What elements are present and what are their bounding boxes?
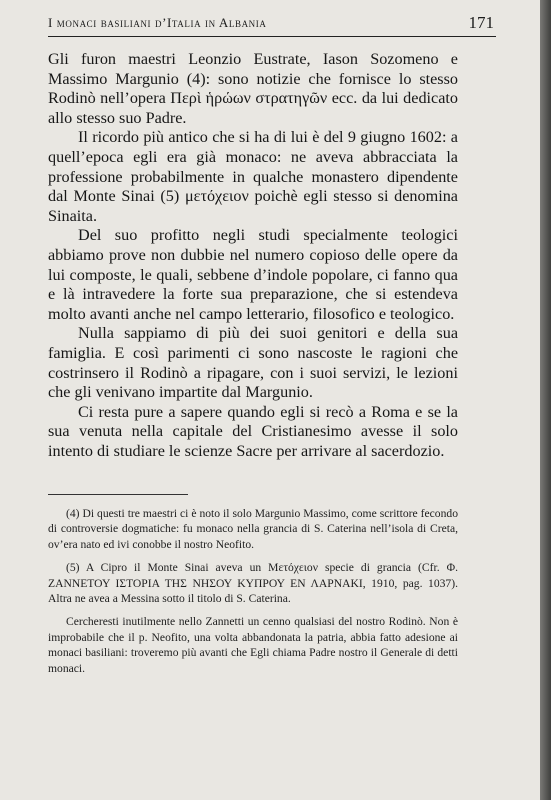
- page-header: [48, 12, 496, 37]
- footnote: (4) Di questi tre maestri ci è noto il solo Margunio Massimo, come scrittore fecondo di controversie dogmatiche: fu monaco nella grancia di S. Caterina nell’isola di Creta, ov’era nato ed ivi conobbe il nostro Neofito.: [48, 507, 458, 551]
- footnote-separator: [48, 494, 188, 495]
- main-text: [48, 50, 458, 461]
- paragraph: Del suo profitto negli studi specialmente teologici abbiamo prove non dubbie nel numero copioso delle opere da lui composte, le quali, sebbene d’indole popolare, ci fanno qua e là intravedere la forte sua preparazione, che si estendeva molto avanti anche nel campo letterario, filosofico e teologico.: [48, 226, 458, 323]
- page-edge-shadow: [540, 0, 551, 800]
- paragraph: Ci resta pure a sapere quando egli si recò a Roma e se la sua venuta nella capitale del Cristianesimo avesse il solo intento di studiare le scienze Sacre per arrivare al sacerdozio.: [48, 402, 458, 460]
- footnote: Cercheresti inutilmente nello Zannetti un cenno qualsiasi del nostro Rodinò. Non è improbabile che il p. Neofito, una volta abbandonata la patria, abbia fatto adesione ai monaci basiliani: troveremo più avanti che Egli chiama Padre nostro il Generale di detti monaci.: [48, 615, 458, 675]
- paragraph: Gli furon maestri Leonzio Eustrate, Iason Sozomeno e Massimo Margunio (4): sono notizie che fornisce lo stesso Rodinò nell’opera Περὶ ἡρώων στρατηγῶν ecc. da lui dedicato allo stesso suo Padre.: [48, 50, 458, 127]
- running-title: I monaci basiliani d’Italia in Albania: [48, 15, 267, 30]
- paragraph: Il ricordo più antico che si ha di lui è del 9 giugno 1602: a quell’epoca egli era già monaco: ne aveva abbracciata la professione probabilmente in qualche monastero dipendente dal Monte Sinai (5) μετόχειον poichè egli stesso si denomina Sinaita.: [48, 128, 458, 225]
- page-number: 171: [468, 13, 494, 32]
- footnotes: [48, 506, 458, 684]
- paragraph: Nulla sappiamo di più dei suoi genitori e della sua famiglia. E così parimenti ci sono nascoste le ragioni che costrinsero il Rodinò a ripagare, con i suoi servizi, le lezioni che gli venivano impartite dal Margunio.: [48, 324, 458, 402]
- footnote: (5) A Cipro il Monte Sinai aveva un Μετόχειον specie di grancia (Cfr. Φ. ΖΑΝΝΕΤΟΥ ΙΣΤΟΡΙΑ ΤΗΣ ΝΗΣΟΥ ΚΥΠΡΟΥ ΕΝ ΛΑΡΝΑΚΙ, 1910, pag. 1037). Altra ne avea a Messina sotto il titolo di S. Caterina.: [48, 561, 458, 606]
